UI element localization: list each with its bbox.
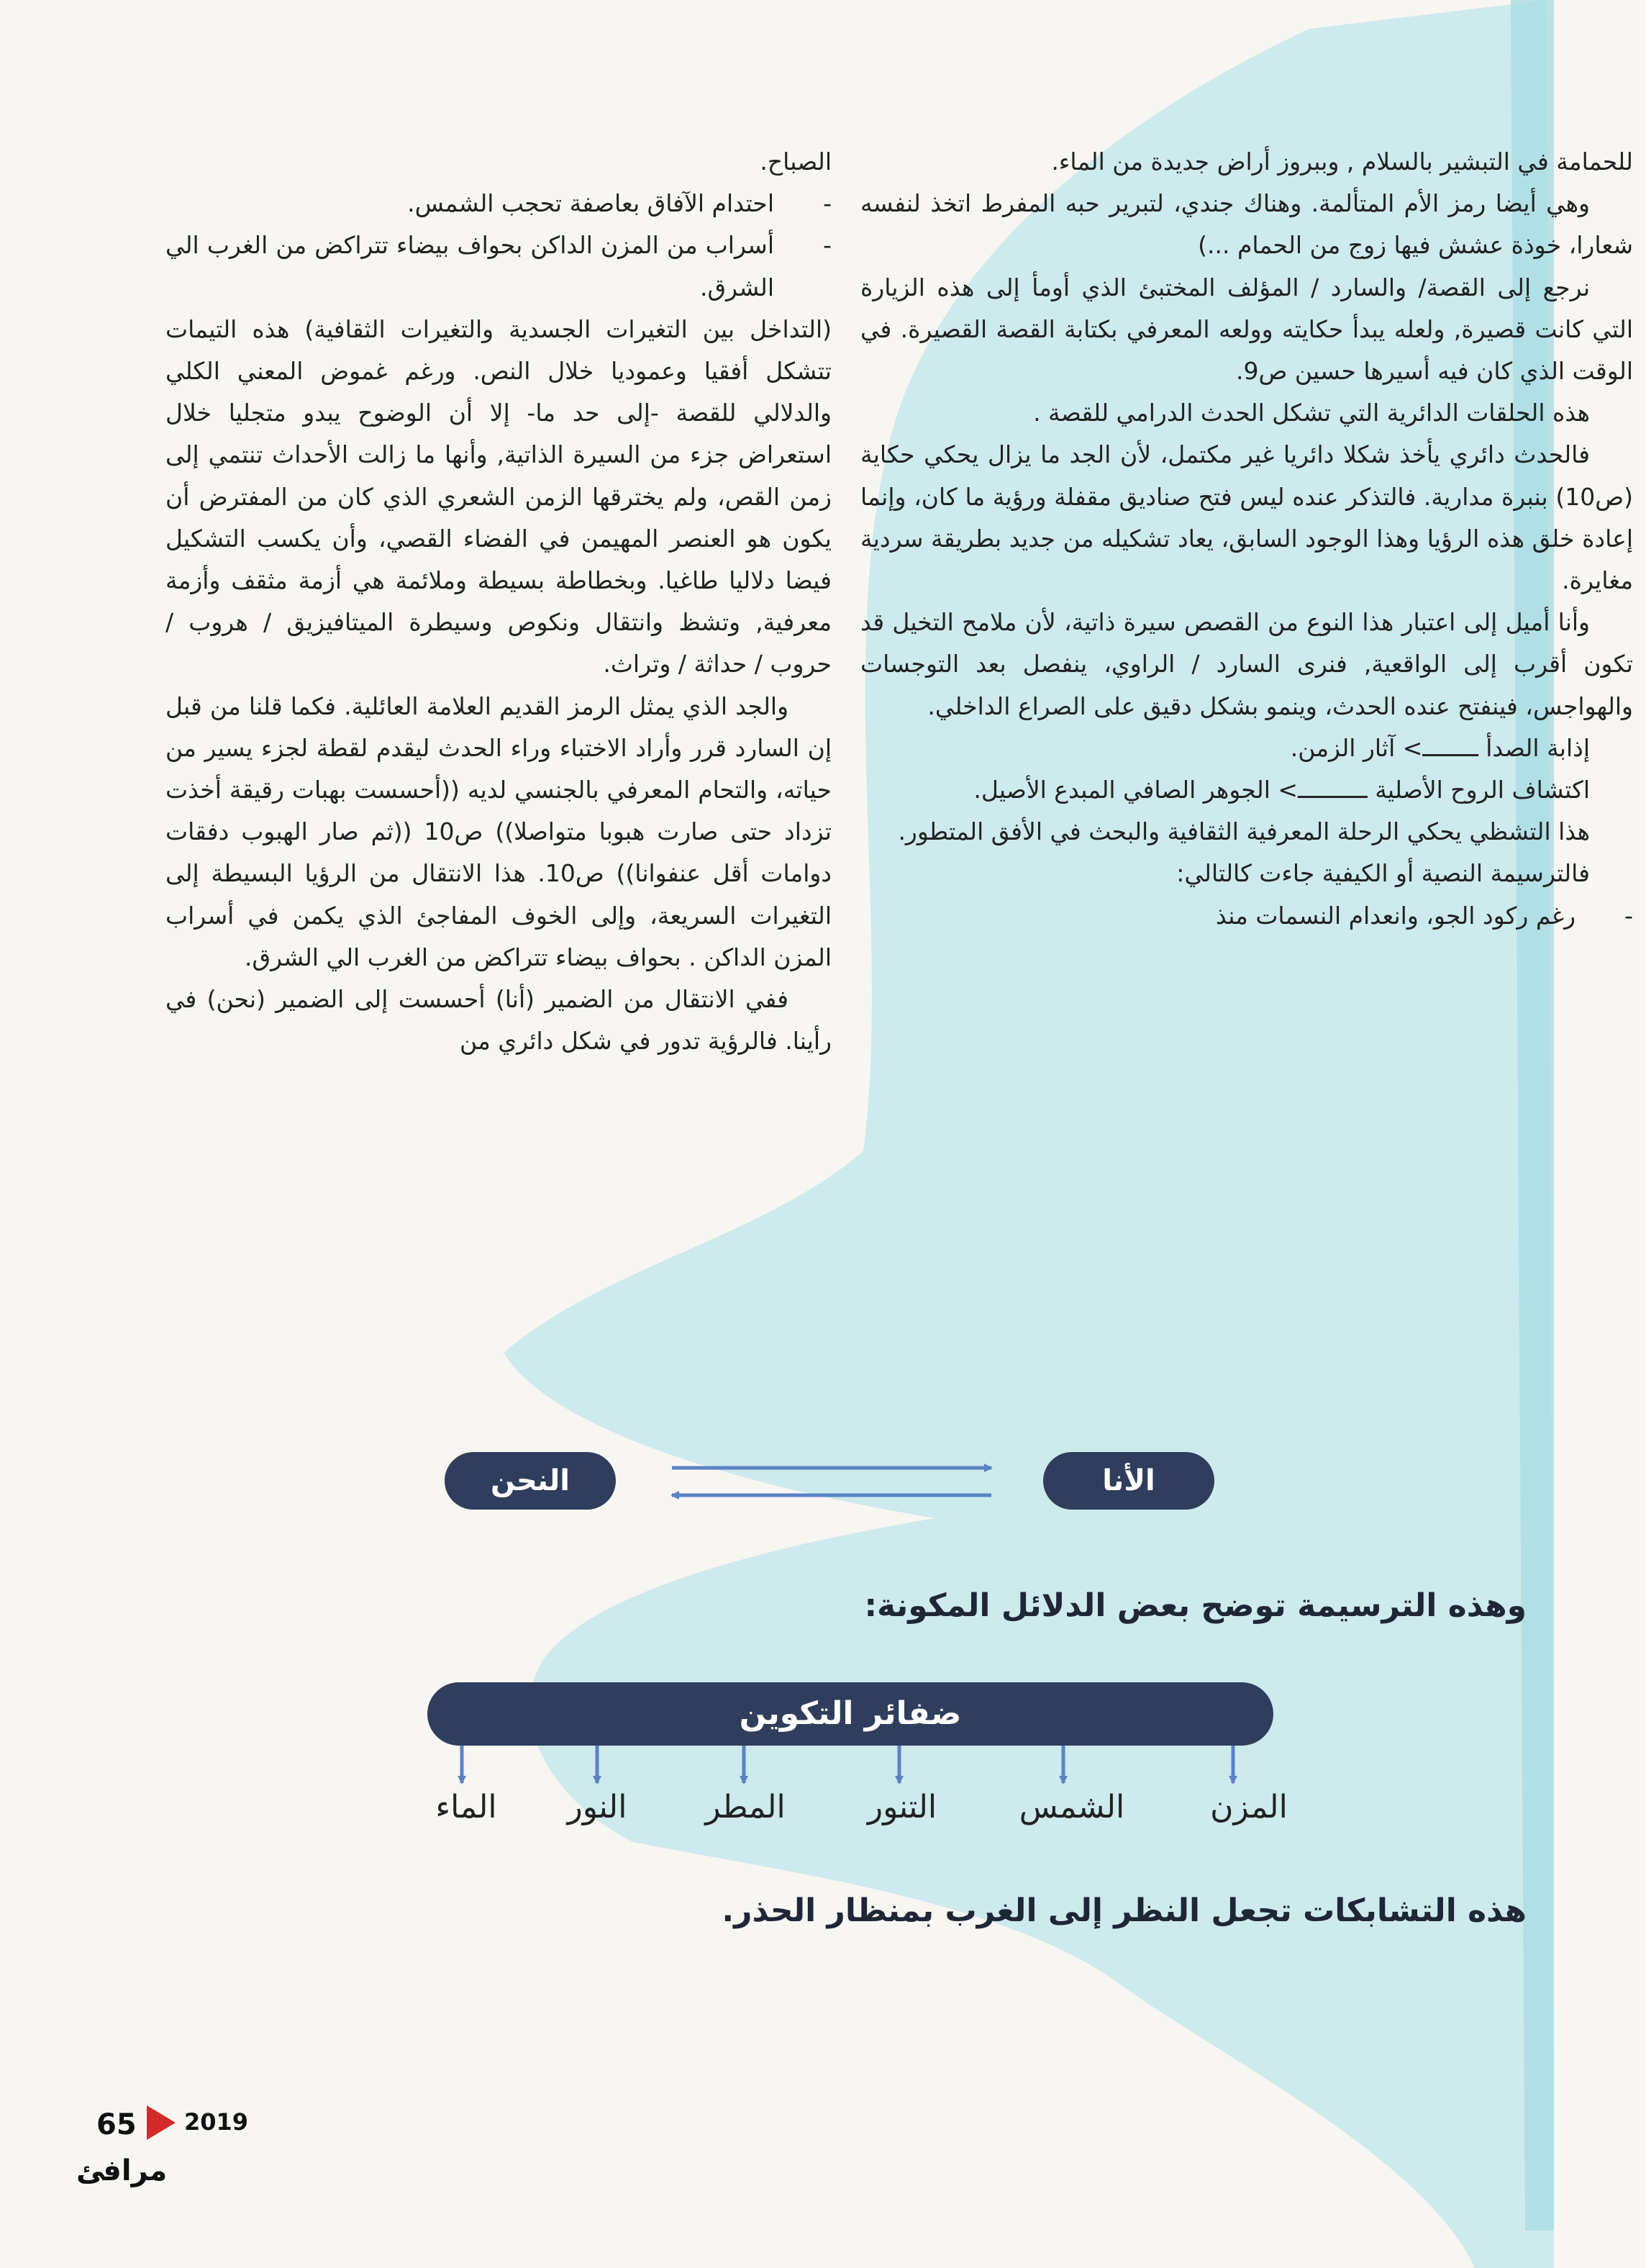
bullet-dash: - (823, 189, 832, 218)
paragraph: فالترسيمة النصية أو الكيفية جاءت كالتالي: (1176, 859, 1590, 888)
left-text-column (165, 141, 832, 1062)
element-label-shams: الشمس (1019, 1789, 1125, 1825)
magazine-name: مرافئ (76, 2154, 168, 2187)
bullet-text: رغم ركود الجو، وانعدام النسمات منذ (1215, 901, 1575, 930)
element-label-nur: النور (567, 1789, 627, 1825)
paragraph: (التداخل بين التغيرات الجسدية والتغيرات الثقافية) هذه التيمات تتشكل أفقيا وعموديا خلال النص. ورغم غموض المعني الكلي والدلالي للقصة -إلى حد ما- إلا أن الوضوح يبدو متجليا خلال استعراض جزء من السيرة الذاتية, وأنها ما زالت الأحداث تنتمي إلى زمن القص، ولم يخترقها الزمن الشعري الذي كان من المفترض أن يكون هو العنصر المهيمن في الفضاء القصي، وأن يكسب التشكيل فيضا دلاليا طاغيا. وبخطاطة بسيطة وملائمة هي أزمة مثقف وأزمة معرفية, وتشظ وانتقال ونكوص وسيطرة الميتافيزيق / هروب / حروب / حداثة / وتراث. (165, 314, 832, 679)
bullet-text: احتدام الآفاق بعاصفة تحجب الشمس. (407, 189, 774, 218)
element-label-muzn: المزن (1210, 1789, 1288, 1825)
formation-braids-bar: ضفائر التكوين (427, 1682, 1273, 1746)
element-label-maa: الماء (435, 1789, 497, 1825)
bullet-dash: - (1624, 901, 1633, 930)
right-text-column (860, 141, 1633, 937)
paragraph: فالحدث دائري يأخذ شكلا دائريا غير مكتمل، لأن الجد ما يزال يحكي حكاية (ص10) بنبرة مدارية. فالتذكر عنده ليس فتح صناديق مقفلة ورؤية ما كان، وإنما إعادة خلق هذه الرؤيا وهذا الوجود السابق، يعاد تشكيله من جديد بطريقة سردية مغايرة. (860, 440, 1633, 595)
paragraph: إذابة الصدأ ــــــــ> آثار الزمن. (1290, 733, 1590, 762)
paragraph: وهي أيضا رمز الأم المتألمة. وهناك جندي، لتبرير حبه المفرط اتخذ لنفسه شعارا، خوذة عشش فيها زوج من الحمام ...) (860, 189, 1633, 260)
paragraph: الصباح. (760, 148, 832, 176)
paragraph: اكتشاف الروح الأصلية ــــــــــ> الجوهر الصافي المبدع الأصيل. (973, 776, 1590, 804)
bullet-item (860, 895, 1633, 937)
paragraph: هذه الحلقات الدائرية التي تشكل الحدث الدرامي للقصة . (1033, 399, 1590, 427)
issue-year: 2019 (184, 2108, 249, 2136)
paragraph: وأنا أميل إلى اعتبار هذا النوع من القصص سيرة ذاتية، لأن ملامح التخيل قد تكون أقرب إلى الواقعية, فنرى السارد / الراوي، ينفصل بعد التوجسات والهواجس، فينفتح عنده الحدث، وينمو بشكل دقيق على الصراع الداخلي. (860, 608, 1633, 720)
element-label-matar: المطر (705, 1789, 786, 1825)
paragraph: نرجع إلى القصة/ والسارد / المؤلف المختبئ الذي أومأ إلى هذه الزيارة التي كانت قصيرة, ولعله يبدأ حكايته وولعه المعرفي بكتابة القصة القصيرة. في الوقت الذي كان فيه أسيرها حسين ص9. (860, 273, 1633, 386)
page-number: 65 (96, 2108, 137, 2141)
bullet-item (165, 183, 832, 224)
bullet-text: أسراب من المزن الداكن بحواف بيضاء تتراكض من الغرب الي الشرق. (165, 231, 774, 301)
closing-heading: هذه التشابكات تجعل النظر إلى الغرب بمنظار الحذر. (722, 1892, 1527, 1929)
nahn-pill: النحن (445, 1452, 616, 1510)
ana-pill: الأنا (1043, 1452, 1214, 1510)
paragraph: ففي الانتقال من الضمير (أنا) أحسست إلى الضمير (نحن) في رأينا. فالرؤية تدور في شكل دائري من (165, 985, 832, 1056)
diagram-heading: وهذه الترسيمة توضح بعض الدلائل المكونة: (864, 1587, 1527, 1624)
triangle-icon (147, 2105, 176, 2140)
paragraph: هذا التشظي يحكي الرحلة المعرفية الثقافية والبحث في الأفق المتطور. (898, 817, 1590, 846)
element-label-tannur: التنور (867, 1789, 937, 1825)
bullet-dash: - (823, 231, 832, 260)
paragraph: للحمامة في التبشير بالسلام , وببروز أراض جديدة من الماء. (1051, 148, 1633, 176)
bullet-item (165, 224, 832, 308)
paragraph: والجد الذي يمثل الرمز القديم العلامة العائلية. فكما قلنا من قبل إن السارد قرر وأراد الاختباء وراء الحدث ليقدم لقطة لجزء يسير من حياته، والتحام المعرفي بالجنسي لديه ((أحسست بهبات رقيقة أخذت تزداد حتى صارت هبوبا متواصلا)) ص10 ((ثم صار الهبوب دفقات دوامات أقل عنفوانا)) ص10. هذا الانتقال من الرؤيا البسيطة إلى التغيرات السريعة، وإلى الخوف المفاجئ الذي يكمن في أسراب المزن الداكن . بحواف بيضاء تتراكض من الغرب الي الشرق. (165, 691, 832, 971)
